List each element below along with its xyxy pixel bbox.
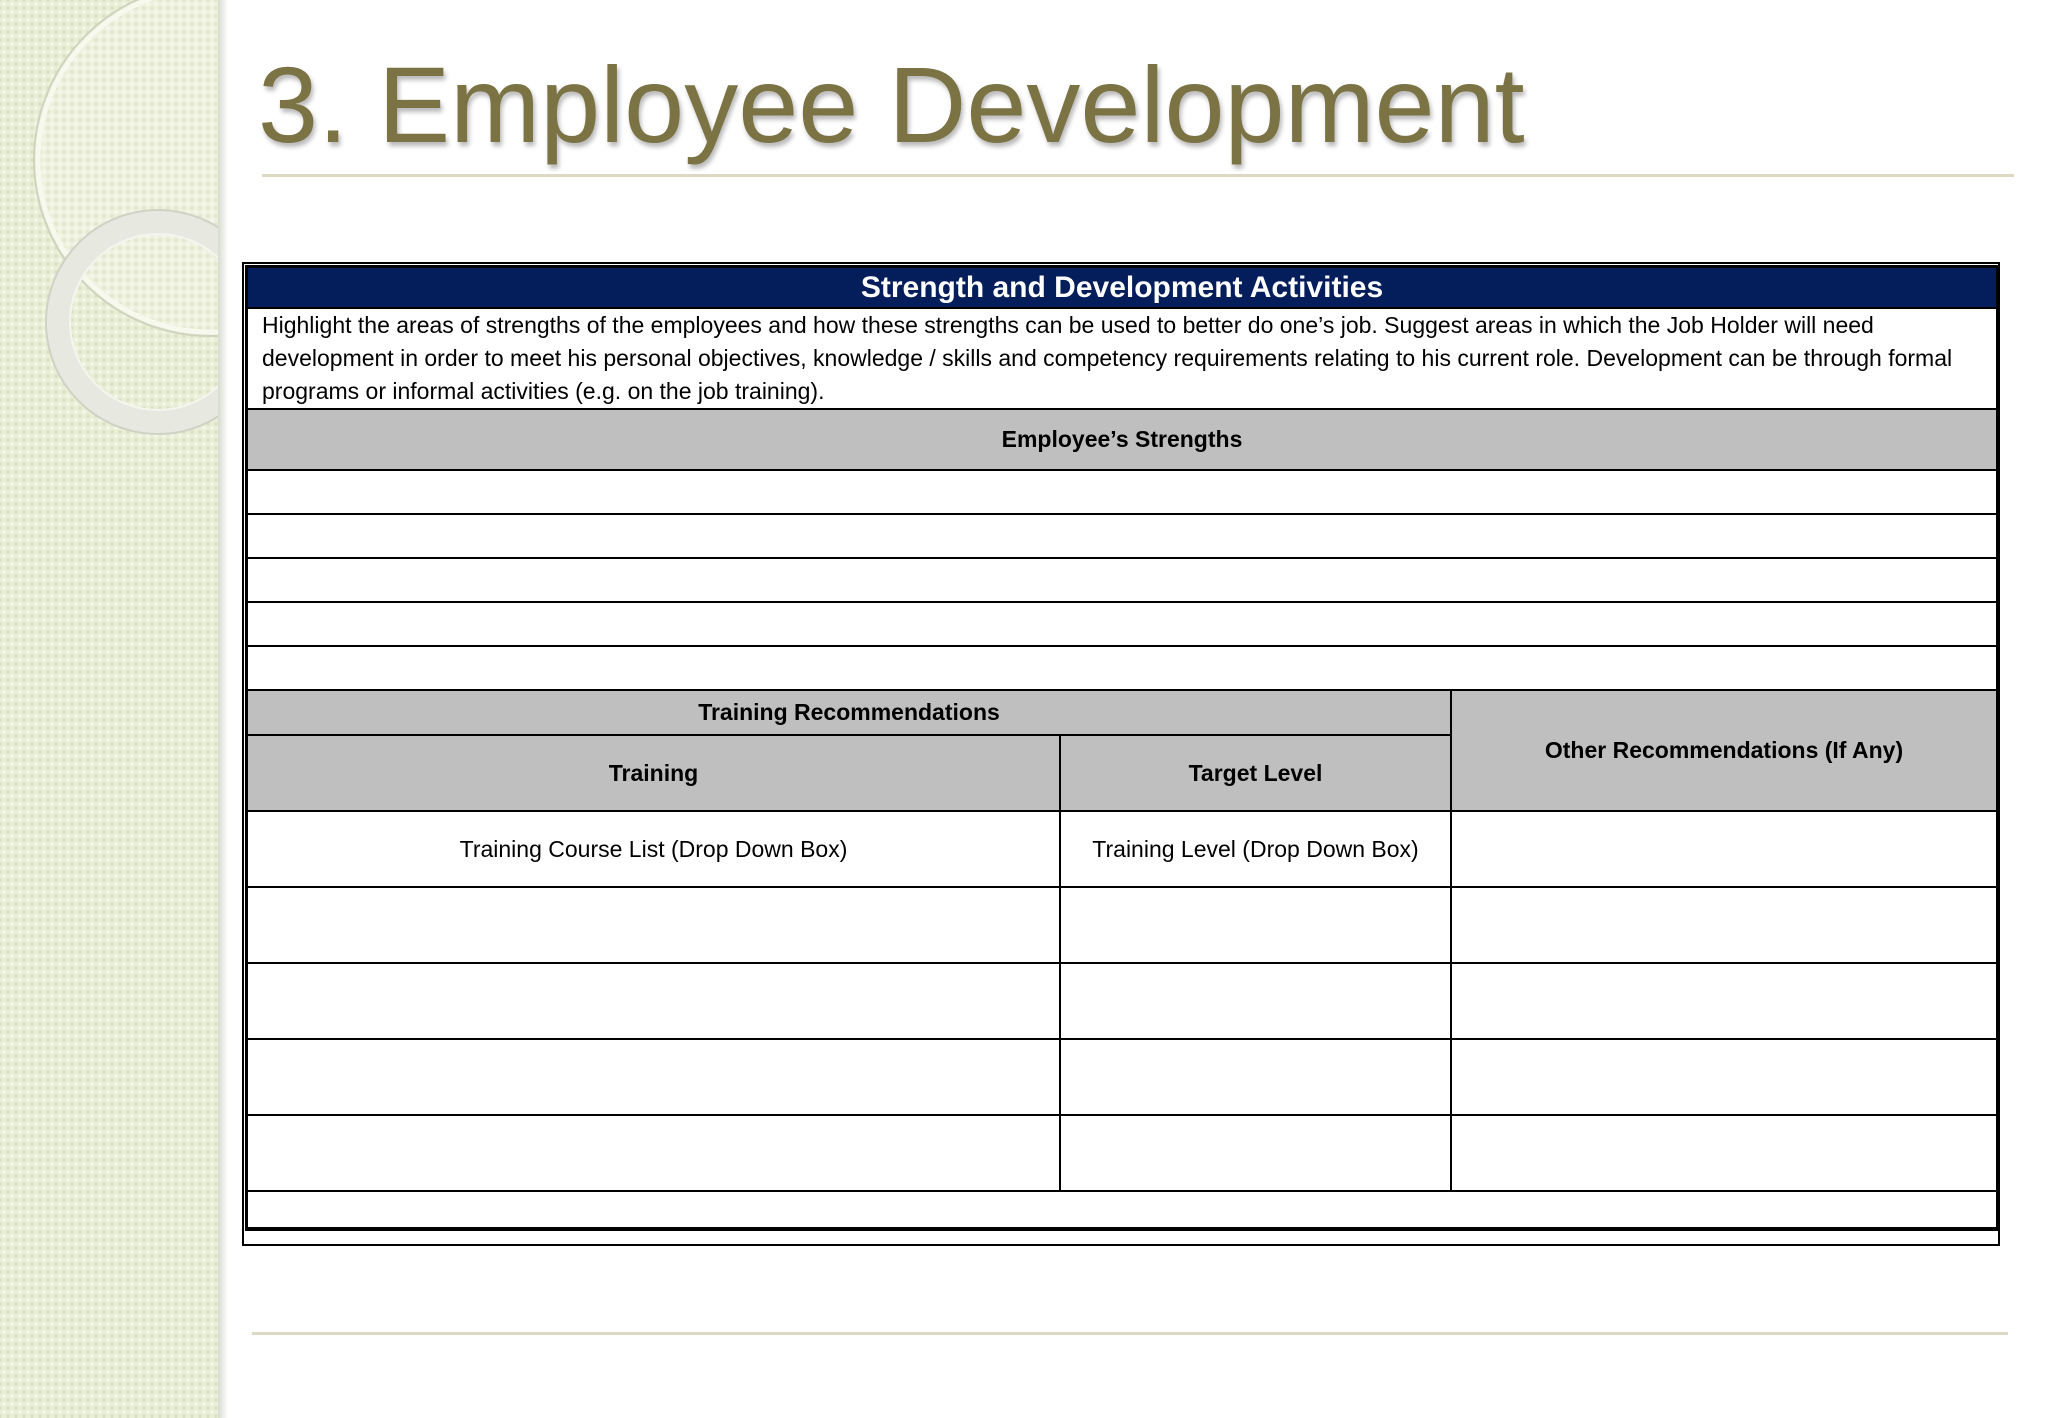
- training-cell[interactable]: [248, 1116, 1061, 1192]
- strength-input-1[interactable]: [248, 471, 1996, 515]
- decorative-sidebar: [0, 0, 218, 1418]
- target-level-cell[interactable]: [1061, 1040, 1452, 1116]
- training-level-dropdown[interactable]: Training Level (Drop Down Box): [1061, 812, 1452, 888]
- other-recommendation-cell[interactable]: [1452, 812, 1996, 888]
- form-header: Strength and Development Activities: [248, 268, 1996, 309]
- strength-input-2[interactable]: [248, 515, 1996, 559]
- form-instructions: Highlight the areas of strengths of the employees and how these strengths can be used to better do one’s job. Suggest areas in which the Job Holder will need development in order to meet his personal objectives, knowledge / skills and competency requirements relating to his current role. Development can be through formal programs or informal activities (e.g. on the job training).: [248, 309, 1996, 410]
- page-title: 3. Employee Development: [258, 44, 1525, 165]
- footer-divider: [252, 1332, 2008, 1335]
- other-recommendation-cell[interactable]: [1452, 888, 1996, 964]
- training-course-dropdown[interactable]: Training Course List (Drop Down Box): [248, 812, 1061, 888]
- strength-input-3[interactable]: [248, 559, 1996, 603]
- training-column-header: Training: [248, 736, 1061, 812]
- target-level-column-header: Target Level: [1061, 736, 1452, 812]
- training-cell[interactable]: [248, 1040, 1061, 1116]
- other-recommendation-cell[interactable]: [1452, 964, 1996, 1040]
- strength-input-5[interactable]: [248, 647, 1996, 691]
- training-recommendations-header: Training Recommendations: [248, 691, 1452, 736]
- form-footer-row: [248, 1192, 1996, 1227]
- title-divider: [262, 174, 2014, 177]
- form-grid: [248, 268, 1996, 1227]
- sidebar-shadow: [218, 0, 228, 1418]
- other-recommendation-cell[interactable]: [1452, 1040, 1996, 1116]
- strength-input-4[interactable]: [248, 603, 1996, 647]
- development-form: [245, 265, 1999, 1231]
- target-level-cell[interactable]: [1061, 1116, 1452, 1192]
- target-level-cell[interactable]: [1061, 964, 1452, 1040]
- target-level-cell[interactable]: [1061, 888, 1452, 964]
- strengths-header: Employee’s Strengths: [248, 410, 1996, 471]
- other-recommendation-cell[interactable]: [1452, 1116, 1996, 1192]
- other-recommendations-header: Other Recommendations (If Any): [1452, 691, 1996, 812]
- training-cell[interactable]: [248, 888, 1061, 964]
- training-cell[interactable]: [248, 964, 1061, 1040]
- decorative-circles: [0, 0, 218, 1418]
